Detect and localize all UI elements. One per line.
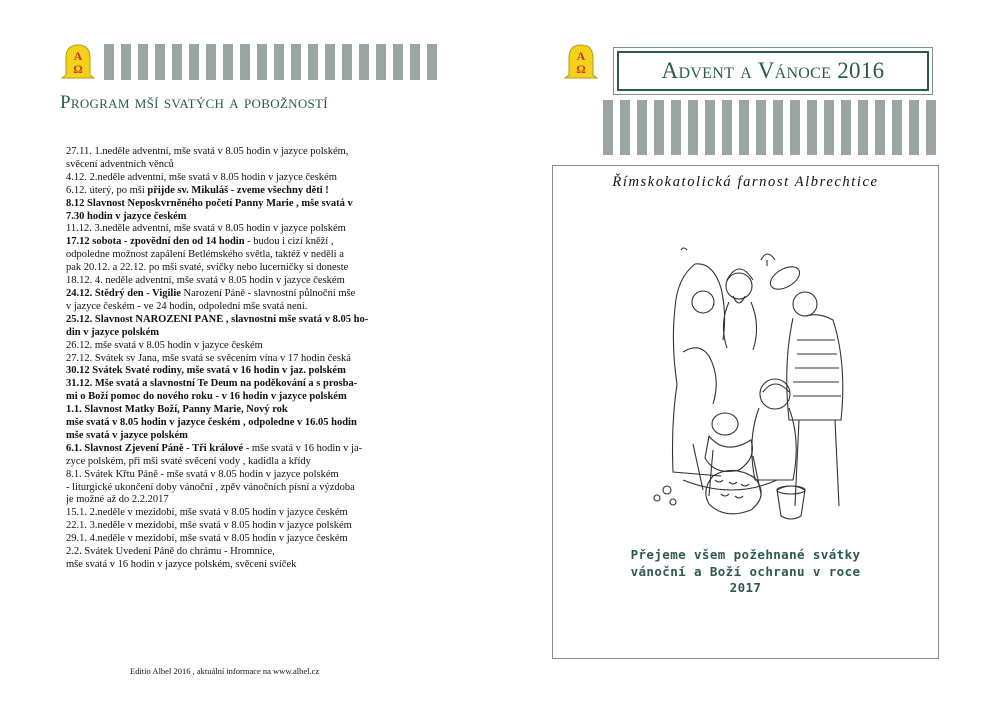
stripe [705,100,715,155]
schedule-line [66,520,436,533]
mass-schedule [66,146,436,572]
schedule-line [66,249,436,262]
schedule-text: - mše svatá v 16 hodin v ja- [243,442,363,454]
schedule-text: 27.12. Svátek sv Jana, mše svatá se svěcením vína v 17 hodin česká [66,352,351,364]
schedule-text: 8.1. Svátek Křtu Páně - mše svatá v 8.05 hodin v jazyce polském [66,468,339,480]
schedule-line [66,482,436,495]
svg-text:Ω: Ω [73,62,83,76]
stripe [688,100,698,155]
schedule-text: 8.12 Slavnost Neposkvrněného početí Panny Marie , mše svatá v [66,197,353,209]
svg-text:A: A [73,49,83,63]
stripe [359,44,369,80]
svg-text:A: A [576,49,586,63]
schedule-text: 6.12. úterý, po mši [66,184,148,196]
stripe [824,100,834,155]
stripe [427,44,437,80]
schedule-text: 15.1. 2.neděle v mezidobí, mše svatá v 8.05 hodin v jazyce českém [66,507,348,519]
schedule-line [66,494,436,507]
stripe [926,100,936,155]
alpha-omega-logo [563,42,599,80]
stripe [257,44,267,80]
stripe [909,100,919,155]
stripe [308,44,318,80]
stripe [121,44,131,80]
schedule-text: din v jazyce polském [66,326,160,338]
schedule-text: mše svatá v 8.05 hodin v jazyce českém , odpoledne v 16.05 hodin [66,417,357,429]
stripe [138,44,148,80]
schedule-text: 27.11. 1.neděle adventní, mše svatá v 8.05 hodin v jazyce polském, [66,146,349,157]
stripe [739,100,749,155]
wish-line: vánoční a Boží ochranu v roce [630,563,861,579]
stripe [274,44,284,80]
alpha-omega-logo [60,42,96,80]
stripe [807,100,817,155]
schedule-text: v jazyce českém - ve 24 hodin, odpolední mše svatá není. [66,300,308,312]
schedule-line [66,236,436,249]
stripe [790,100,800,155]
schedule-text: 1.1. Slavnost Matky Boží, Panny Marie, Nový rok [66,404,288,416]
schedule-line [66,314,436,327]
schedule-line [66,533,436,546]
stripe [671,100,681,155]
schedule-line [66,456,436,469]
schedule-line [66,417,436,430]
schedule-line [66,146,436,159]
stripe [410,44,420,80]
schedule-text: 25.12. Slavnost NAROZENÍ PÁNĚ , slavnostní mše svatá v 8.05 ho- [66,313,369,325]
schedule-line [66,198,436,211]
schedule-line [66,172,436,185]
schedule-text: 29.1. 4.neděle v mezidobí, mše svatá v 8.05 hodin v jazyce českém [66,533,348,545]
schedule-text: svěcení adventních věnců [66,158,174,170]
schedule-line [66,159,436,172]
decorative-stripes [104,44,437,80]
svg-text:Ω: Ω [576,62,586,76]
schedule-text: je možné až do 2.2.2017 [66,494,169,506]
stripe [654,100,664,155]
schedule-text: přijde sv. Mikuláš - zveme všechny děti ! [147,184,329,196]
footer-note: Editio Albel 2016 , aktuální informace na www.albel.cz [130,666,320,676]
page-heading: Program mší svatých a pobožností [60,92,328,113]
stripe [841,100,851,155]
wish-line: 2017 [729,580,762,595]
schedule-text: Narození Páně - slavnostní půlnoční mše [180,287,356,299]
schedule-text: 17.12 sobota - zpovědní den od 14 hodin [66,236,245,248]
stripe [892,100,902,155]
stripe [756,100,766,155]
schedule-line [66,262,436,275]
stripe [620,100,630,155]
schedule-line [66,365,436,378]
schedule-text: zyce polském, při mši svaté svěcení vody , kadidla a křídy [66,455,311,467]
schedule-text: 6.1. Slavnost Zjevení Páně - Tři králové [66,442,244,454]
stripe [155,44,165,80]
stripe [104,44,114,80]
schedule-text: - liturgické ukončení doby vánoční , zpěv vánočních písní a výzdoba [66,481,355,493]
schedule-text: odpoledne možnost zapálení Betlémského světla, taktéž v neděli a [66,249,344,261]
schedule-text: mi o Boží pomoc do nového roku - v 16 hodin v jazyce polském [66,391,347,403]
stripe [858,100,868,155]
schedule-line [66,469,436,482]
schedule-line [66,211,436,224]
schedule-line [66,378,436,391]
schedule-text: mše svatá v 16 hodin v jazyce polském, svěcení svíček [66,559,297,570]
schedule-line [66,507,436,520]
schedule-line [66,430,436,443]
stripe [291,44,301,80]
title-box [613,47,933,95]
stripe [637,100,647,155]
schedule-text: - budou i cizí kněží , [244,236,334,248]
schedule-text: 22.1. 3.neděle v mezidobí, mše svatá v 8.05 hodin v jazyce polském [66,520,352,532]
stripe [240,44,250,80]
stripe [325,44,335,80]
schedule-line [66,275,436,288]
schedule-line [66,559,436,572]
schedule-line [66,301,436,314]
stripe [722,100,732,155]
schedule-text: 18.12. 4. neděle adventní, mše svatá v 8.05 hodin v jazyce českém [66,275,345,287]
schedule-line [66,327,436,340]
schedule-text: 7.30 hodin v jazyce českém [66,210,187,222]
schedule-text: pak 20.12. a 22.12. po mši svaté, svíčky nebo lucerničky si doneste [66,262,349,274]
schedule-line [66,546,436,559]
nativity-illustration [643,244,853,526]
stripe [773,100,783,155]
schedule-line [66,185,436,198]
schedule-line [66,353,436,366]
stripe [875,100,885,155]
schedule-line [66,391,436,404]
schedule-text: 26.12. mše svatá v 8.05 hodin v jazyce českém [66,339,263,351]
greeting-panel [552,165,939,659]
decorative-stripes [603,100,936,155]
schedule-text: mše svatá v jazyce polském [66,429,188,441]
wish-line: Přejeme všem požehnané svátky [630,547,861,562]
main-title: Advent a Vánoce 2016 [661,58,885,83]
schedule-text: 4.12. 2.neděle adventní, mše svatá v 8.05 hodin v jazyce českém [66,171,337,183]
stripe [223,44,233,80]
stripe [393,44,403,80]
schedule-line [66,404,436,417]
schedule-text: 2.2. Svátek Uvedení Páně do chrámu - Hromnice, [66,546,275,558]
stripe [603,100,613,155]
schedule-line [66,443,436,456]
schedule-line [66,223,436,236]
schedule-line [66,288,436,301]
stripe [172,44,182,80]
schedule-text: 30.12 Svátek Svaté rodiny, mše svatá v 16 hodin v jaz. polském [66,365,346,377]
stripe [206,44,216,80]
christmas-wish [553,547,938,597]
schedule-line [66,340,436,353]
stripe [342,44,352,80]
schedule-text: 31.12. Mše svatá a slavnostní Te Deum na poděkování a s prosba- [66,378,358,390]
stripe [376,44,386,80]
parish-name: Římskokatolická farnost Albrechtice [612,174,879,190]
schedule-text: 24.12. Štědrý den - Vigilie [66,287,181,299]
schedule-text: 11.12. 3.neděle adventní, mše svatá v 8.05 hodin v jazyce polském [66,223,346,235]
stripe [189,44,199,80]
